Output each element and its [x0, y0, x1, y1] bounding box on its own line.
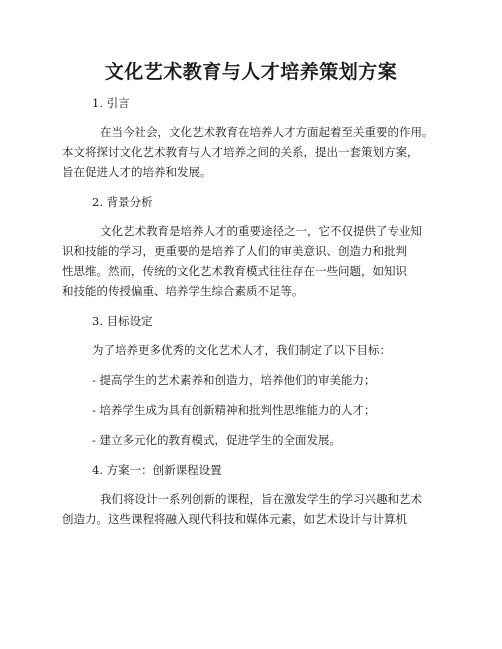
paragraph-line: 和技能的传授偏重、培养学生综合素质不足等。	[62, 284, 304, 298]
section-heading-goals: 3. 目标设定	[92, 314, 153, 328]
paragraph-line: 为了培养更多优秀的文化艺术人才，我们制定了以下目标：	[92, 343, 391, 357]
paragraph-line: 我们将设计一系列创新的课程，旨在激发学生的学习兴趣和艺术	[100, 492, 422, 506]
section-heading-plan-one: 4. 方案一：创新课程设置	[92, 463, 222, 477]
section-heading-background: 2. 背景分析	[92, 195, 153, 209]
goal-list-item: - 提高学生的艺术素养和创造力，培养他们的审美能力；	[92, 373, 376, 387]
document-title: 文化艺术教育与人才培养策划方案	[104, 61, 398, 83]
goal-list-item: - 建立多元化的教育模式，促进学生的全面发展。	[92, 433, 342, 447]
paragraph-line: 在当今社会，文化艺术教育在培养人才方面起着至关重要的作用。	[100, 125, 434, 139]
paragraph-line: 性思维。然而，传统的文化艺术教育模式往往存在一些问题，如知识	[62, 264, 407, 278]
paragraph-line: 识和技能的学习，更重要的是培养了人们的审美意识、创造力和批判	[62, 244, 407, 258]
goal-list-item: - 培养学生成为具有创新精神和批判性思维能力的人才；	[92, 403, 376, 417]
section-heading-intro: 1. 引言	[92, 96, 130, 110]
paragraph-line: 文化艺术教育是培养人才的重要途径之一，它不仅提供了专业知	[100, 224, 422, 238]
paragraph-line: 创造力。这些课程将融入现代科技和媒体元素，如艺术设计与计算机	[62, 512, 407, 526]
paragraph-line: 旨在促进人才的培养和发展。	[62, 165, 212, 179]
paragraph-line: 本文将探讨文化艺术教育与人才培养之间的关系，提出一套策划方案，	[62, 145, 419, 159]
